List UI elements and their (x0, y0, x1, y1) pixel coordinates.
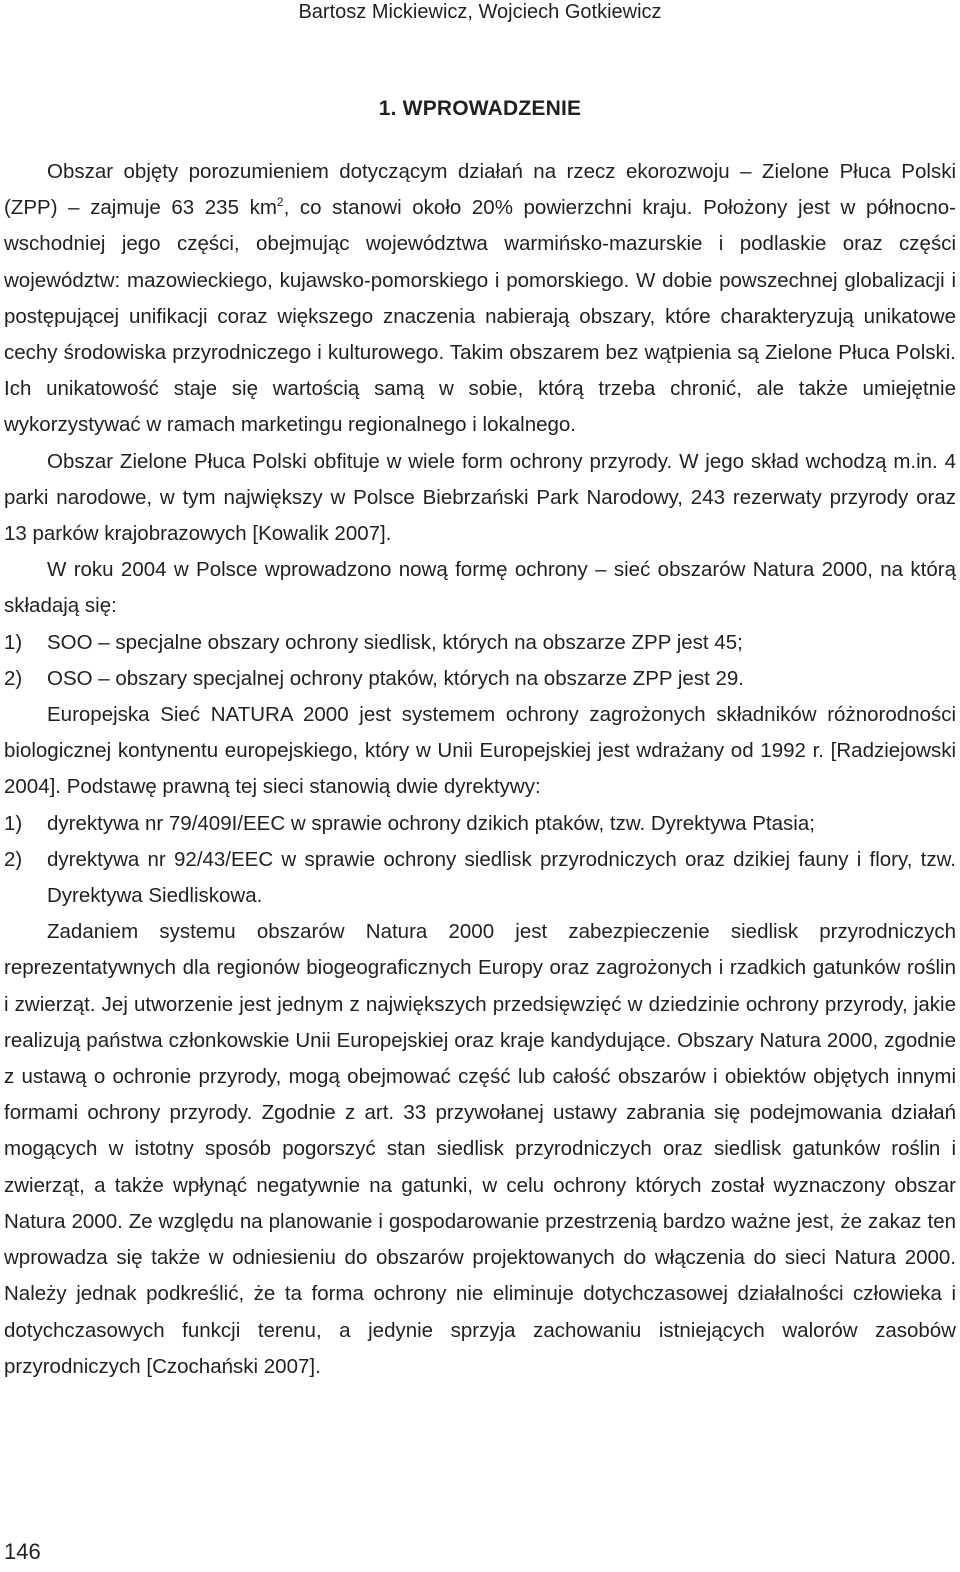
list-item (4, 842, 956, 914)
paragraph-system-goals: Zadaniem systemu obszarów Natura 2000 jest zabezpieczenie siedlisk przyrodniczych reprezentatywnych dla regionów biogeograficznych Europy oraz zagrożonych i rzadkich gatunków roślin i zwierząt. Jej utworzenie jest jednym z największych przedsięwzięć w dziedzinie ochrony przyrody, jakie realizują państwa członkowskie Unii Europejskiej oraz kraje kandydujące. Obszary Natura 2000, zgodnie z ustawą o ochronie przyrody, mogą obejmować część lub całość obszarów i obiektów objętych innymi formami ochrony przyrody. Zgodnie z art. 33 przywołanej ustawy zabrania się podejmowania działań mogących w istotny sposób pogorszyć stan siedlisk przyrodniczych oraz siedlisk gatunków roślin i zwierząt, a także wpłynąć negatywnie na gatunki, w celu ochrony których został wyznaczony obszar Natura 2000. Ze względu na planowanie i gospodarowanie przestrzenią bardzo ważne jest, że zakaz ten wprowadza się także w odniesieniu do obszarów projektowanych do włączenia do sieci Natura 2000. Należy jednak podkreślić, że ta forma ochrony nie eliminuje dotychczasowej działalności człowieka i dotychczasowych funkcji terenu, a jedynie sprzyja zachowaniu istniejących walorów zasobów przyrodniczych [Czochański 2007]. (4, 920, 956, 1378)
list-item-number: 2) (4, 666, 23, 690)
list-item-number: 1) (4, 630, 23, 654)
list-item-text: OSO – obszary specjalnej ochrony ptaków, których na obszarze ZPP jest 29. (47, 666, 744, 690)
running-header: Bartosz Mickiewicz, Wojciech Gotkiewicz (298, 1, 662, 23)
list-item (4, 625, 956, 661)
list-item-number: 2) (4, 847, 23, 871)
page-number: 146 (4, 1539, 41, 1564)
section-title: 1. WPROWADZENIE (378, 97, 582, 120)
paragraph-natura-2000: W roku 2004 w Polsce wprowadzono nową formę ochrony – sieć obszarów Natura 2000, na którą składają się: (4, 558, 956, 618)
article-body (4, 154, 956, 1385)
paragraph-european-network: Europejska Sieć NATURA 2000 jest systemem ochrony zagrożonych składników różnorodności biologicznej kontynentu europejskiego, który w Unii Europejskiej jest wdrażany od 1992 r. [Radziejowski 2004]. Podstawę prawną tej sieci stanowią dwie dyrektywy: (4, 703, 956, 799)
paragraph-protection-forms: Obszar Zielone Płuca Polski obfituje w wiele form ochrony przyrody. W jego skład wchodzą m.in. 4 parki narodowe, w tym największy w Polsce Biebrzański Park Narodowy, 243 rezerwaty przyrody oraz 13 parków krajobrazowych [Kowalik 2007]. (4, 449, 956, 546)
paragraph-intro-text-b: , co stanowi około 20% powierzchni kraju. Położony jest w północno-wschodniej jego części, obejmując województwa warmińsko-mazurskie i podlaskie oraz części województw: mazowieckiego, kujawsko-pomorskiego i pomorskiego. W dobie powszechnej globalizacji i postępującej unifikacji coraz większego znaczenia nabierają obszary, które charakteryzują unikatowe cechy środowiska przyrodniczego i kulturowego. Takim obszarem bez wątpienia są Zielone Płuca Polski. Ich unikatowość staje się wartością samą w sobie, którą trzeba chronić, ale także umiejętnie wykorzystywać w ramach marketingu regionalnego i lokalnego. (4, 196, 956, 437)
paragraph-intro-text-a: Obszar objęty porozumieniem dotyczącym działań na rzecz ekorozwoju – Zielone Płuca Polski (ZPP) – zajmuje 63 235 km (4, 160, 956, 220)
list-item-text: SOO – specjalne obszary ochrony siedlisk, których na obszarze ZPP jest 45; (47, 630, 743, 654)
list-item (4, 806, 956, 842)
list-item (4, 661, 956, 697)
superscript-2: 2 (276, 195, 284, 210)
list-item-text: dyrektywa nr 92/43/EEC w sprawie ochrony siedlisk przyrodniczych oraz dzikiej fauny i flory, tzw. Dyrektywa Siedliskowa. (47, 847, 956, 908)
list-item-number: 1) (4, 811, 23, 835)
paragraph-intro (4, 154, 956, 444)
list-item-text: dyrektywa nr 79/409I/EEC w sprawie ochrony dzikich ptaków, tzw. Dyrektywa Ptasia; (47, 811, 815, 835)
